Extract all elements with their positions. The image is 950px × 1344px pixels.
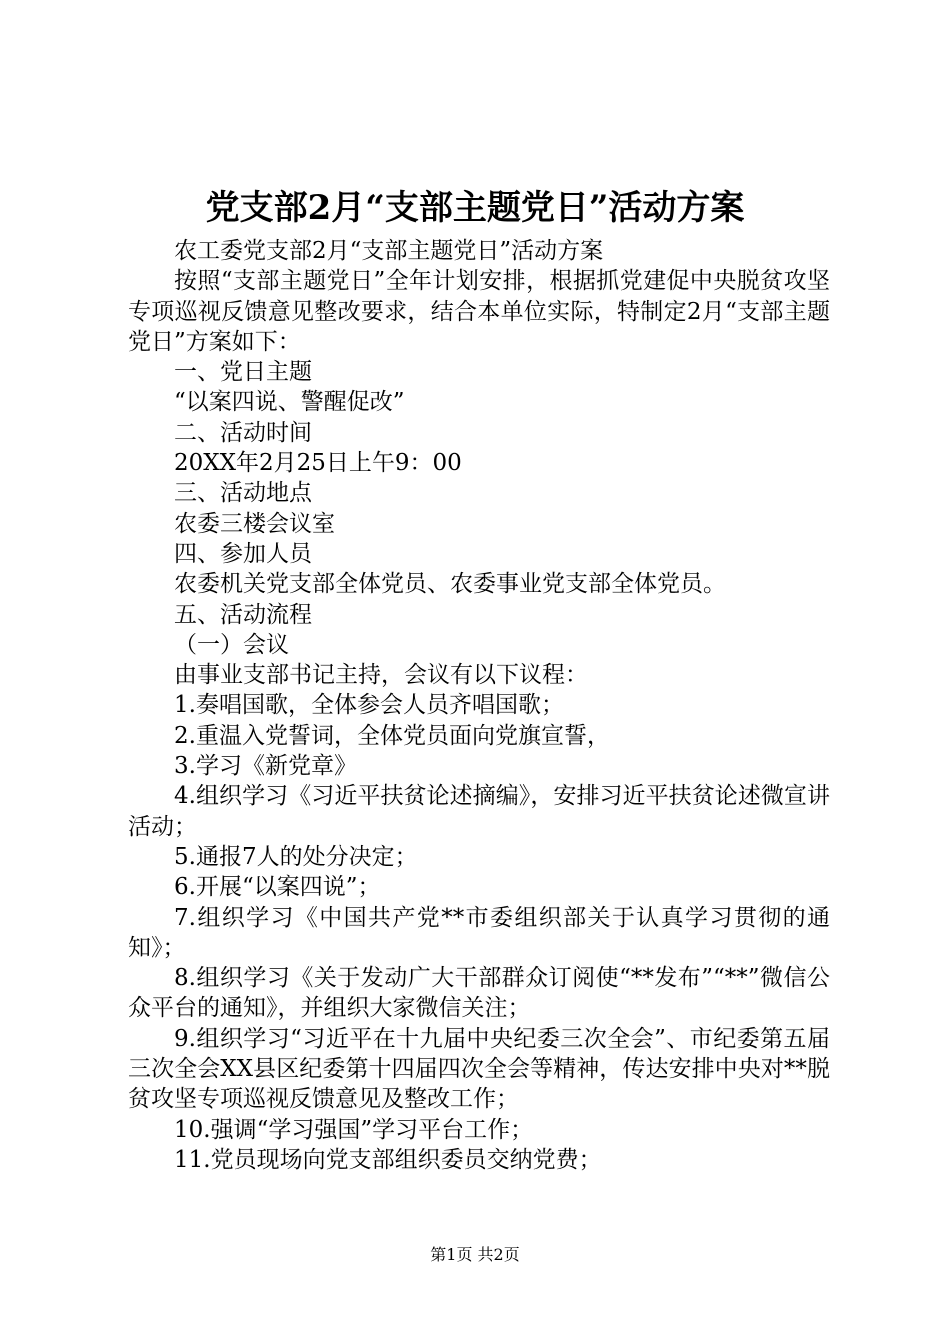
section-heading: 五、活动流程 (174, 601, 312, 628)
section-heading: 一、党日主题 (174, 359, 312, 386)
agenda-item: 11.党员现场向党支部组织委员交纳党费； (174, 1146, 602, 1173)
agenda-item: 7.组织学习《中国共产党**市委组织部关于认真学习贯彻的通知》； (128, 904, 830, 961)
agenda-item: 5.通报7人的处分决定； (174, 843, 418, 870)
agenda-item: 2.重温入党誓词，全体党员面向党旗宣誓， (174, 722, 610, 749)
agenda-item: 6.开展“以案四说”； (174, 874, 381, 901)
section-heading: 四、参加人员 (174, 540, 312, 567)
page-number-footer: 第1页 共2页 (430, 1245, 520, 1264)
paragraph: 农委机关党支部全体党员、农委事业党支部全体党员。 (174, 571, 726, 598)
agenda-item: 3.学习《新党章》 (174, 753, 357, 780)
paragraph: 农委三楼会议室 (174, 510, 335, 537)
section-heading: 二、活动时间 (174, 419, 312, 446)
agenda-item: 4.组织学习《习近平扶贫论述摘编》，安排习近平扶贫论述微宣讲活动； (128, 783, 830, 840)
paragraph: 按照“支部主题党日”全年计划安排，根据抓党建促中央脱贫攻坚专项巡视反馈意见整改要求，结合本单位实际，特制定2月“支部主题党日”方案如下： (128, 268, 830, 355)
agenda-item: 1.奏唱国歌，全体参会人员齐唱国歌； (174, 692, 564, 719)
agenda-item: 10.强调“学习强国”学习平台工作； (174, 1116, 534, 1143)
paragraph: 农工委党支部2月“支部主题党日”活动方案 (174, 238, 604, 264)
paragraph: “以案四说、警醒促改” (174, 389, 405, 416)
document-body (128, 236, 830, 1175)
subsection-heading: （一）会议 (174, 631, 289, 658)
paragraph: 由事业支部书记主持，会议有以下议程： (174, 662, 588, 689)
agenda-item: 9.组织学习“习近平在十九届中央纪委三次全会”、市纪委第五届三次全会XX县区纪委第十四届四次全会等精神，传达安排中央对**脱贫攻坚专项巡视反馈意见及整改工作； (128, 1025, 830, 1113)
document-title: 党支部2月“支部主题党日”活动方案 (205, 188, 745, 228)
agenda-item: 8.组织学习《关于发动广大干部群众订阅使“**发布”“**”微信公众平台的通知》，并组织大家微信关注； (128, 965, 830, 1022)
paragraph: 20XX年2月25日上午9：00 (174, 450, 462, 477)
section-heading: 三、活动地点 (174, 480, 312, 507)
